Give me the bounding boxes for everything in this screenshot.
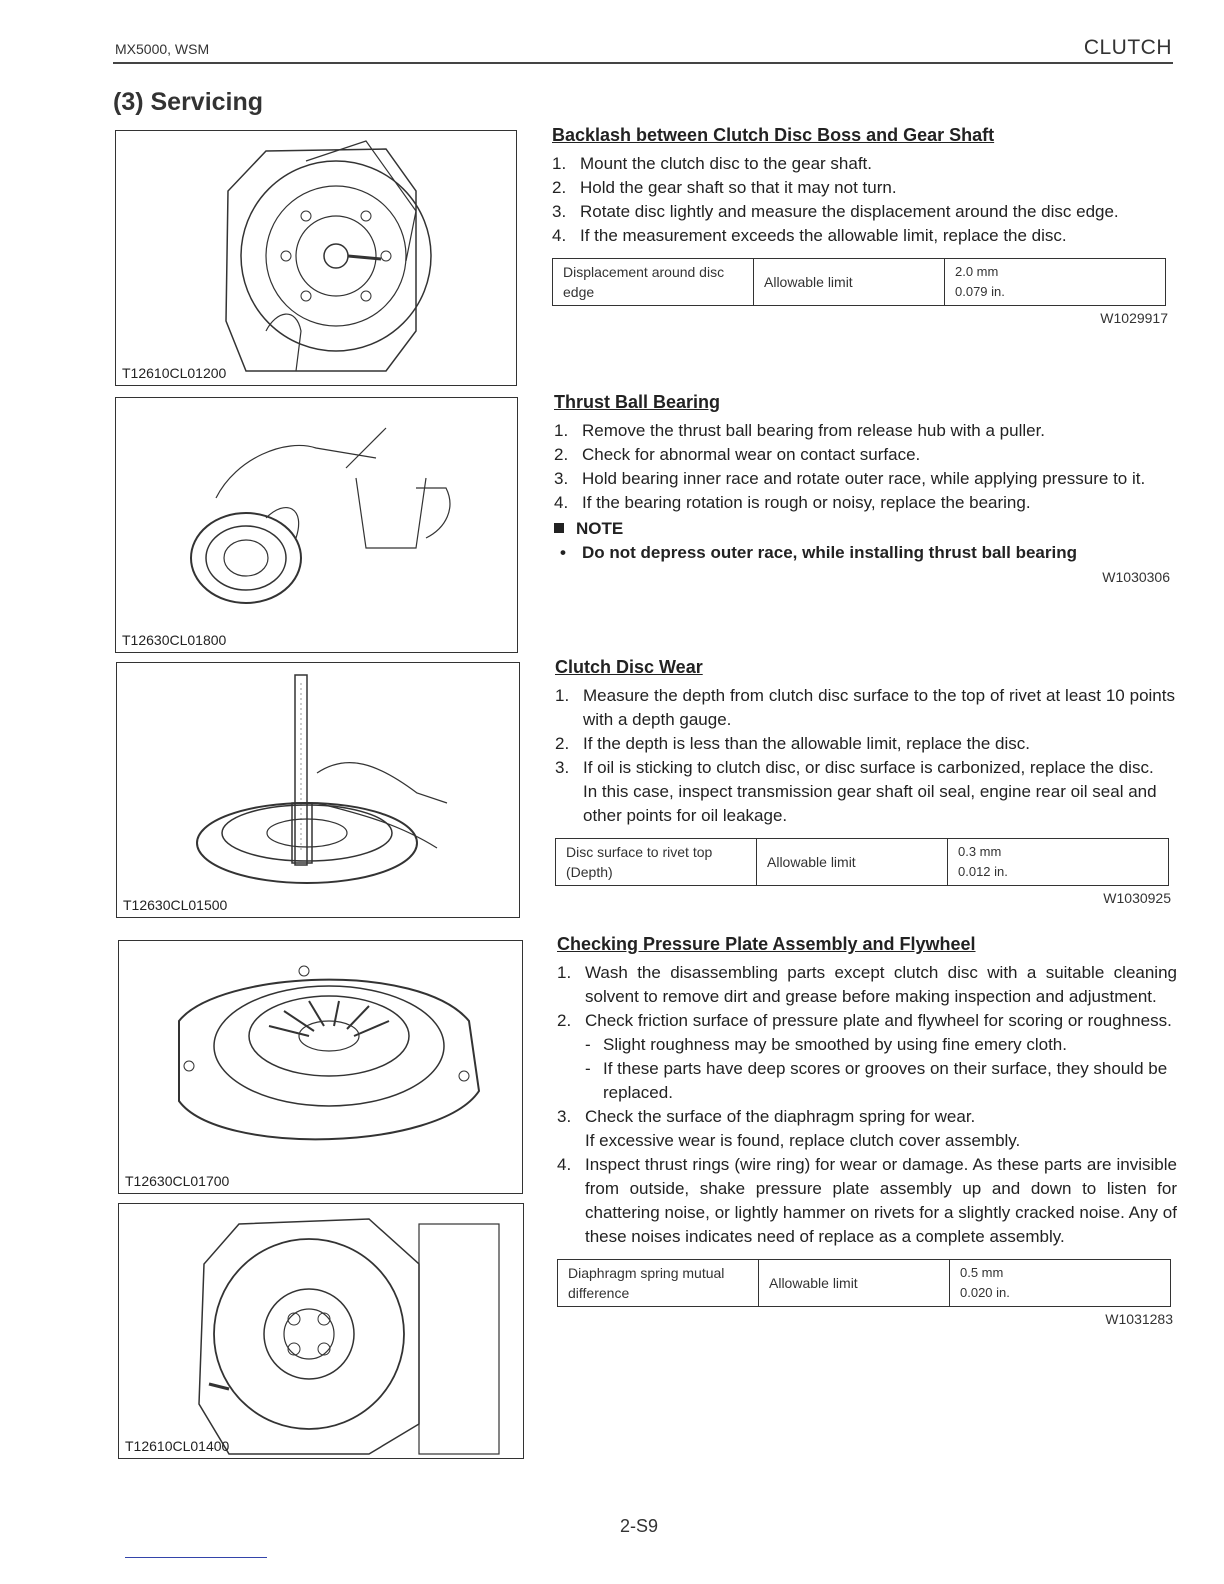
reference-code: W1029917 bbox=[1100, 310, 1168, 326]
figure-pressure-plate bbox=[118, 940, 523, 1194]
spec-item: Displacement around disc edge bbox=[553, 259, 754, 306]
figure-caption: T12610CL01400 bbox=[125, 1438, 230, 1454]
pressure-plate-illustration-icon bbox=[119, 941, 522, 1193]
section-title: (3) Servicing bbox=[113, 88, 264, 116]
sub-item: - Slight roughness may be smoothed by using fine emery cloth. bbox=[585, 1035, 1067, 1054]
wear-step3-extra: In this case, inspect transmission gear shaft oil seal, engine rear oil seal and other points for oil leakage. bbox=[583, 782, 1157, 825]
list-item: 4. If the measurement exceeds the allowable limit, replace the disc. bbox=[552, 226, 1067, 245]
wear-spec-table bbox=[555, 838, 1169, 886]
note-body: • Do not depress outer race, while installing thrust ball bearing bbox=[560, 543, 1077, 562]
thrust-steps bbox=[554, 419, 1174, 515]
thrust-heading: Thrust Ball Bearing bbox=[554, 392, 721, 412]
flywheel-illustration-icon bbox=[119, 1204, 523, 1458]
figure-caption: T12630CL01800 bbox=[122, 632, 227, 648]
list-item: 3. Hold bearing inner race and rotate outer race, while applying pressure to it. bbox=[554, 469, 1146, 488]
depth-gauge-on-disc-illustration-icon bbox=[117, 663, 519, 917]
spec-item: Diaphragm spring mutual difference bbox=[558, 1260, 759, 1307]
list-item: 1. Measure the depth from clutch disc surface to the top of rivet at least 10 points with a depth gauge. bbox=[555, 686, 1175, 729]
clutch-disc-on-shaft-illustration-icon bbox=[116, 131, 516, 385]
list-item: 3. Rotate disc lightly and measure the displacement around the disc edge. bbox=[552, 202, 1119, 221]
spec-value: 2.0 mm 0.079 in. bbox=[945, 259, 1166, 306]
list-item: 1. Wash the disassembling parts except clutch disc with a suitable cleaning solvent to remove dirt and grease before making inspection and adjustment. bbox=[557, 963, 1177, 1006]
page-number: 2-S9 bbox=[620, 1516, 659, 1536]
wear-steps bbox=[555, 684, 1175, 780]
list-item: 2. Check for abnormal wear on contact surface. bbox=[554, 445, 921, 464]
list-item: 1. Mount the clutch disc to the gear shaft. bbox=[552, 154, 872, 173]
list-item: 2. Check friction surface of pressure plate and flywheel for scoring or roughness. bbox=[557, 1011, 1172, 1030]
note-heading: NOTE bbox=[554, 517, 1174, 541]
reference-code: W1030925 bbox=[1103, 890, 1171, 906]
backlash-spec-table bbox=[552, 258, 1166, 306]
thrust-bearing-illustration-icon bbox=[116, 398, 517, 652]
backlash-section bbox=[552, 125, 1172, 326]
backlash-steps bbox=[552, 152, 1172, 248]
figure-clutch-disc bbox=[115, 130, 517, 386]
list-item: 3. If oil is sticking to clutch disc, or disc surface is carbonized, replace the disc. bbox=[555, 758, 1154, 777]
thrust-section bbox=[554, 392, 1174, 585]
reference-code: W1030306 bbox=[1102, 569, 1170, 585]
sub-item: - If these parts have deep scores or grooves on their surface, they should be replaced. bbox=[585, 1059, 1168, 1102]
footer-line bbox=[125, 1557, 267, 1558]
list-item: 1. Remove the thrust ball bearing from release hub with a puller. bbox=[554, 421, 1046, 440]
list-item: 4. Inspect thrust rings (wire ring) for wear or damage. As these parts are invisible from outside, shake pressure plate assembly up and down to listen for chattering noise, or lightly hammer on rivets for a slightly cracked noise. Any of these noises indicates need of replace as a complete assembly. bbox=[557, 1155, 1177, 1246]
header-left: MX5000, WSM bbox=[115, 41, 210, 57]
pressure-steps-cont bbox=[557, 1105, 1177, 1129]
pressure-step3-extra: If excessive wear is found, replace clutch cover assembly. bbox=[585, 1131, 1021, 1150]
figure-caption: T12630CL01500 bbox=[123, 897, 228, 913]
figure-thrust-bearing bbox=[115, 397, 518, 653]
pressure-spec-table bbox=[557, 1259, 1171, 1307]
figure-caption: T12610CL01200 bbox=[122, 365, 227, 381]
pressure-steps-cont2 bbox=[557, 1153, 1177, 1249]
spec-label: Allowable limit bbox=[754, 259, 945, 306]
wear-heading: Clutch Disc Wear bbox=[555, 657, 703, 677]
reference-code: W1031283 bbox=[1105, 1311, 1173, 1327]
spec-value: 0.5 mm 0.020 in. bbox=[950, 1260, 1171, 1307]
list-item: 4. If the bearing rotation is rough or noisy, replace the bearing. bbox=[554, 493, 1031, 512]
figure-flywheel bbox=[118, 1203, 524, 1459]
header-right: CLUTCH bbox=[1083, 36, 1172, 59]
list-item: 2. Hold the gear shaft so that it may not turn. bbox=[552, 178, 897, 197]
spec-item: Disc surface to rivet top (Depth) bbox=[556, 839, 757, 886]
spec-label: Allowable limit bbox=[759, 1260, 950, 1307]
figure-caption: T12630CL01700 bbox=[125, 1173, 230, 1189]
wear-section bbox=[555, 657, 1175, 906]
list-item: 3. Check the surface of the diaphragm spring for wear. bbox=[557, 1107, 976, 1126]
header-rule bbox=[113, 62, 1173, 64]
spec-value: 0.3 mm 0.012 in. bbox=[948, 839, 1169, 886]
pressure-steps bbox=[557, 961, 1177, 1033]
backlash-heading: Backlash between Clutch Disc Boss and Gear Shaft bbox=[552, 125, 995, 145]
note-square-icon bbox=[554, 523, 564, 533]
list-item: 2. If the depth is less than the allowable limit, replace the disc. bbox=[555, 734, 1030, 753]
pressure-heading: Checking Pressure Plate Assembly and Flywheel bbox=[557, 934, 976, 954]
figure-depth-gauge bbox=[116, 662, 520, 918]
spec-label: Allowable limit bbox=[757, 839, 948, 886]
pressure-section bbox=[557, 934, 1177, 1327]
